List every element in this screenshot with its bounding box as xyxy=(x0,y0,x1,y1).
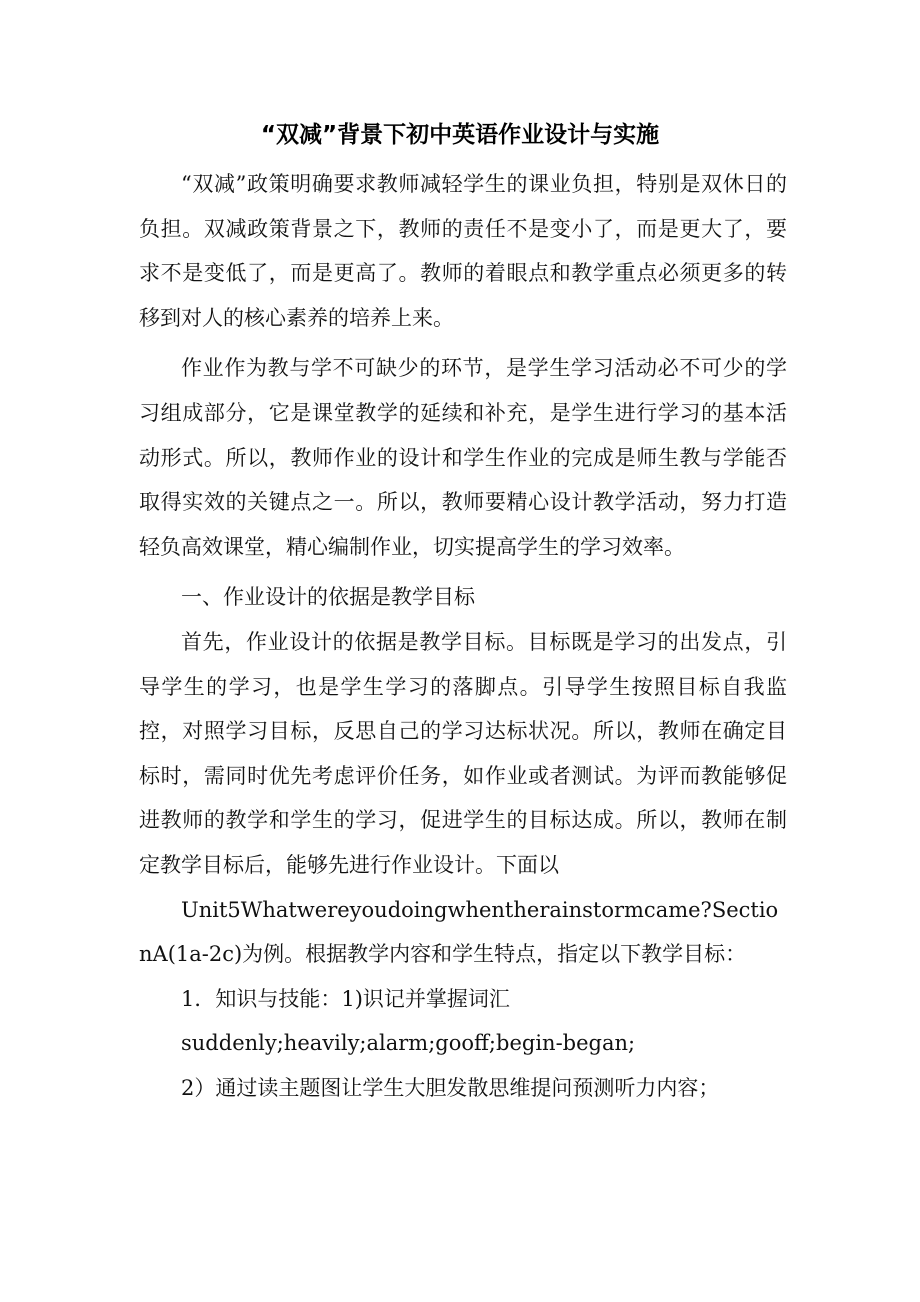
paragraph-intro: “双减”政策明确要求教师减轻学生的课业负担，特别是双休日的负担。双减政策背景之下，教师的责任不是变小了，而是更大了，要求不是变低了，而是更高了。教师的着眼点和教学重点必须更多的转移到对人的核心素养的培养上来。 xyxy=(139,172,787,330)
document-title: “双减”背景下初中英语作业设计与实施 xyxy=(260,122,660,148)
document-body xyxy=(139,162,787,1110)
paragraph-homework-role: 作业作为教与学不可缺少的环节，是学生学习活动必不可少的学习组成部分，它是课堂教学的延续和补充，是学生进行学习的基本活动形式。所以，教师作业的设计和学生作业的完成是师生教与学能否取得实效的关键点之一。所以，教师要精心设计教学活动，努力打造轻负高效课堂，精心编制作业，切实提高学生的学习效率。 xyxy=(139,356,787,559)
paragraph-teaching-goals: 首先，作业设计的依据是教学目标。目标既是学习的出发点，引导学生的学习，也是学生学习的落脚点。引导学生按照目标自我监控，对照学习目标，反思自己的学习达标状况。所以，教师在确定目标时，需同时优先考虑评价任务，如作业或者测试。为评而教能够促进教师的教学和学生的学习，促进学生的目标达成。所以，教师在制定教学目标后，能够先进行作业设计。下面以 xyxy=(139,629,787,877)
paragraph-listening-prediction: 2）通过读主题图让学生大胆发散思维提问预测听力内容； xyxy=(181,1075,720,1100)
section-heading-1: 一、作业设计的依据是教学目标 xyxy=(181,585,475,610)
paragraph-unit-example: Unit5Whatwereyoudoingwhentherainstormcame?SectionA(1a-2c)为例。根据教学内容和学生特点，指定以下教学目标： xyxy=(139,897,779,967)
paragraph-knowledge-skills: 1．知识与技能：1)识记并掌握词汇 xyxy=(181,986,510,1011)
paragraph-vocabulary: suddenly;heavily;alarm;gooff;begin-began; xyxy=(181,1031,636,1056)
